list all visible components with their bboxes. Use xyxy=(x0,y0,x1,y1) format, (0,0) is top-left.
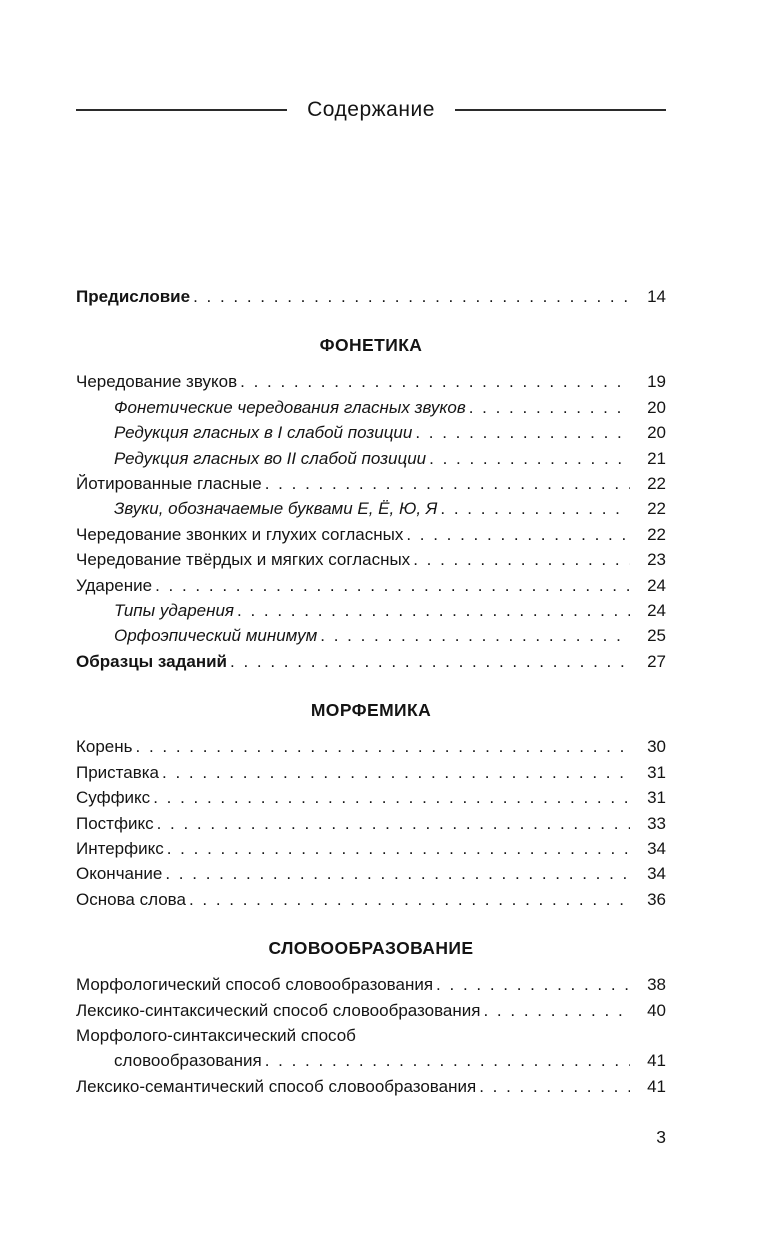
toc-entry-page-number: 20 xyxy=(647,397,666,417)
toc-entry-label: Чередование звонких и глухих согласных xyxy=(76,524,404,544)
dot-leader xyxy=(429,446,630,471)
section-heading: СЛОВООБРАЗОВАНИЕ xyxy=(268,938,474,959)
toc-entry xyxy=(76,836,666,861)
toc-entry-label: Постфикс xyxy=(76,813,154,833)
toc-entry-page-number: 34 xyxy=(647,864,666,884)
dot-leader xyxy=(165,861,630,886)
toc-entry xyxy=(76,395,666,420)
toc-entry-page-number: 40 xyxy=(647,1000,666,1020)
dot-leader xyxy=(440,496,630,521)
toc-entry-label: Интерфикс xyxy=(76,838,164,858)
toc-entry-label: Ударение xyxy=(76,575,153,595)
toc-entry-page-number: 22 xyxy=(647,474,666,494)
toc-entry-page-number: 31 xyxy=(647,788,666,808)
toc-entry-page-number: 41 xyxy=(647,1051,666,1071)
toc-entry xyxy=(76,573,666,598)
toc-entry xyxy=(76,649,666,674)
toc-entry-label: Йотированные гласные xyxy=(76,474,262,494)
toc-entry-page-number: 41 xyxy=(647,1076,666,1096)
toc-entry-label: Суффикс xyxy=(76,788,151,808)
toc-entry-label: Морфологический способ словообразования xyxy=(76,975,434,995)
toc-entry xyxy=(76,1074,666,1099)
toc-entry-label: Редукция гласных во II слабой позиции xyxy=(114,448,427,468)
toc-entry xyxy=(76,471,666,496)
toc-entry-page-number: 22 xyxy=(647,499,666,519)
toc-entry-label: Лексико-синтаксический способ словообразования xyxy=(76,1000,481,1020)
dot-leader xyxy=(265,471,630,496)
toc-entry xyxy=(76,972,666,997)
toc-entry xyxy=(76,284,666,309)
page-title-row xyxy=(76,98,666,122)
toc-entry xyxy=(76,522,666,547)
toc-entry xyxy=(76,623,666,648)
dot-leader xyxy=(240,369,630,394)
section-heading: МОРФЕМИКА xyxy=(310,700,432,721)
toc-entry-label: Корень xyxy=(76,737,133,757)
toc-entry-label: Морфолого-синтаксический способ xyxy=(76,1025,356,1045)
toc-entry xyxy=(76,496,666,521)
toc-entry-label: Приставка xyxy=(76,762,160,782)
toc-entry-page-number: 20 xyxy=(647,423,666,443)
dot-leader xyxy=(162,760,630,785)
dot-leader xyxy=(469,395,630,420)
dot-leader xyxy=(167,836,630,861)
toc-entry xyxy=(76,446,666,471)
toc-entry-page-number: 14 xyxy=(647,287,666,306)
toc-entry xyxy=(76,420,666,445)
page-title: Содержание xyxy=(307,98,435,121)
toc-entry-page-number: 25 xyxy=(647,626,666,646)
dot-leader xyxy=(320,623,630,648)
toc-entry-label: Типы ударения xyxy=(114,601,235,621)
toc-entry-page-number: 27 xyxy=(647,651,666,671)
dot-leader xyxy=(157,811,630,836)
toc-entry-page-number: 24 xyxy=(647,575,666,595)
toc-entry xyxy=(76,998,666,1023)
title-rule-left xyxy=(76,109,287,111)
dot-leader xyxy=(483,998,630,1023)
toc-entry xyxy=(76,760,666,785)
toc-entry-label: Орфоэпический минимум xyxy=(114,626,318,646)
toc-entry-label: Образцы заданий xyxy=(76,651,228,671)
toc-entry xyxy=(76,887,666,912)
toc-entry xyxy=(76,1023,666,1048)
dot-leader xyxy=(413,547,630,572)
toc-entry xyxy=(76,861,666,886)
toc-entry-page-number: 31 xyxy=(647,762,666,782)
dot-leader xyxy=(436,972,630,997)
toc-entry xyxy=(76,547,666,572)
dot-leader xyxy=(265,1048,630,1073)
toc-list xyxy=(76,284,666,1099)
toc-entry-page-number: 23 xyxy=(647,550,666,570)
page-number: 3 xyxy=(656,1127,666,1148)
toc-entry-label: Редукция гласных в I слабой позиции xyxy=(114,423,413,443)
toc-entry xyxy=(76,785,666,810)
section-heading: ФОНЕТИКА xyxy=(319,335,423,356)
toc-entry xyxy=(76,598,666,623)
toc-entry-page-number: 34 xyxy=(647,838,666,858)
dot-leader xyxy=(153,785,630,810)
dot-leader xyxy=(406,522,630,547)
dot-leader xyxy=(136,734,630,759)
toc-entry-page-number: 38 xyxy=(647,975,666,995)
toc-entry-label: Чередование твёрдых и мягких согласных xyxy=(76,550,411,570)
title-rule-right xyxy=(455,109,666,111)
toc-entry-label: Основа слова xyxy=(76,889,186,909)
toc-entry-label: Окончание xyxy=(76,864,163,884)
toc-entry-page-number: 22 xyxy=(647,524,666,544)
dot-leader xyxy=(189,887,630,912)
toc-entry-label: Фонетические чередования гласных звуков xyxy=(114,397,466,417)
dot-leader xyxy=(155,573,630,598)
toc-entry-label: Звуки, обозначаемые буквами Е, Ё, Ю, Я xyxy=(114,499,438,519)
toc-entry-page-number: 33 xyxy=(647,813,666,833)
toc-entry-page-number: 24 xyxy=(647,601,666,621)
toc-entry xyxy=(76,369,666,394)
toc-entry-label: словообразования xyxy=(114,1051,262,1071)
toc-entry-label: Лексико-семантический способ словообразования xyxy=(76,1076,477,1096)
toc-entry-continuation xyxy=(76,1048,666,1073)
toc-entry-page-number: 21 xyxy=(647,448,666,468)
toc-entry-page-number: 30 xyxy=(647,737,666,757)
toc-entry-page-number: 19 xyxy=(647,372,666,392)
dot-leader xyxy=(479,1074,630,1099)
dot-leader xyxy=(237,598,630,623)
toc-entry-label: Предисловие xyxy=(76,287,191,306)
dot-leader xyxy=(193,284,630,309)
toc-entry xyxy=(76,734,666,759)
dot-leader xyxy=(230,649,630,674)
dot-leader xyxy=(415,420,630,445)
toc-entry-label: Чередование звуков xyxy=(76,372,238,392)
toc-entry-page-number: 36 xyxy=(647,889,666,909)
toc-entry xyxy=(76,811,666,836)
